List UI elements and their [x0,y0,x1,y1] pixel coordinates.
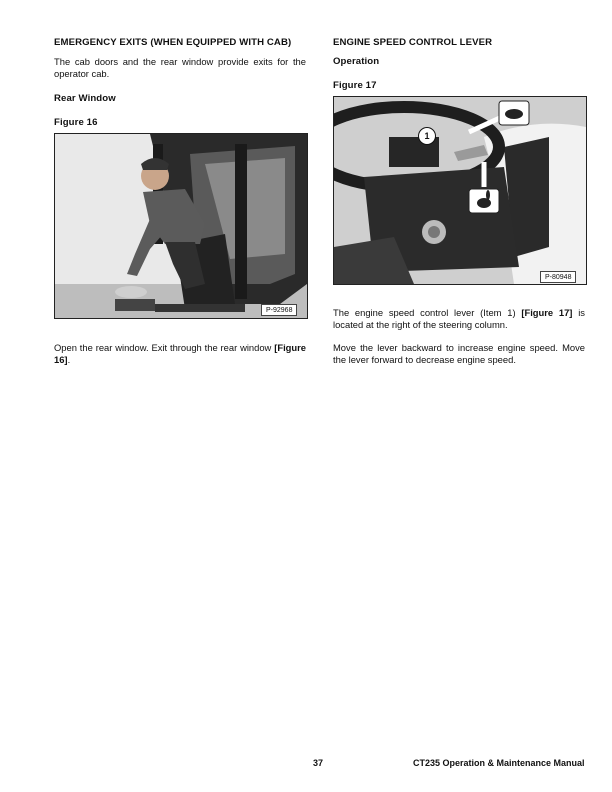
figure-17-photo-tag: P-80948 [540,271,576,283]
rear-window-exit-illustration [55,134,307,318]
callout-item-1: 1 [418,127,436,145]
figure-16-photo-tag: P-92968 [261,304,297,316]
figure-16-label: Figure 16 [54,117,98,128]
subheading-rear-window: Rear Window [54,93,116,104]
rear-window-instruction-text: Open the rear window. Exit through the rear window [54,342,272,353]
emergency-exits-intro: The cab doors and the rear window provide exits for the operator cab. [54,56,306,80]
rear-window-instruction [54,342,306,367]
rear-window-instruction-end: . [67,354,71,366]
figure-16-reference: [Figure 16] [54,342,306,366]
figure-16-photo [54,133,308,319]
lever-location-start: The engine speed control lever (Item 1) [333,307,516,318]
figure-17-photo [333,96,587,285]
lever-operation-text: Move the lever backward to increase engine speed. Move the lever forward to decrease engine speed. [333,342,585,366]
section-heading-engine-speed: ENGINE SPEED CONTROL LEVER [333,37,493,48]
lever-location-text [333,307,585,332]
page-number: 37 [313,758,324,768]
manual-title: CT235 Operation & Maintenance Manual [413,758,585,768]
section-heading-emergency-exits: EMERGENCY EXITS (WHEN EQUIPPED WITH CAB) [54,37,292,48]
figure-17-label: Figure 17 [333,80,377,91]
figure-17-reference: [Figure 17] [521,307,573,318]
lever-location-end: is located at the right of the steering column. [333,307,585,331]
engine-speed-lever-illustration [334,97,586,284]
subheading-operation: Operation [333,56,380,67]
